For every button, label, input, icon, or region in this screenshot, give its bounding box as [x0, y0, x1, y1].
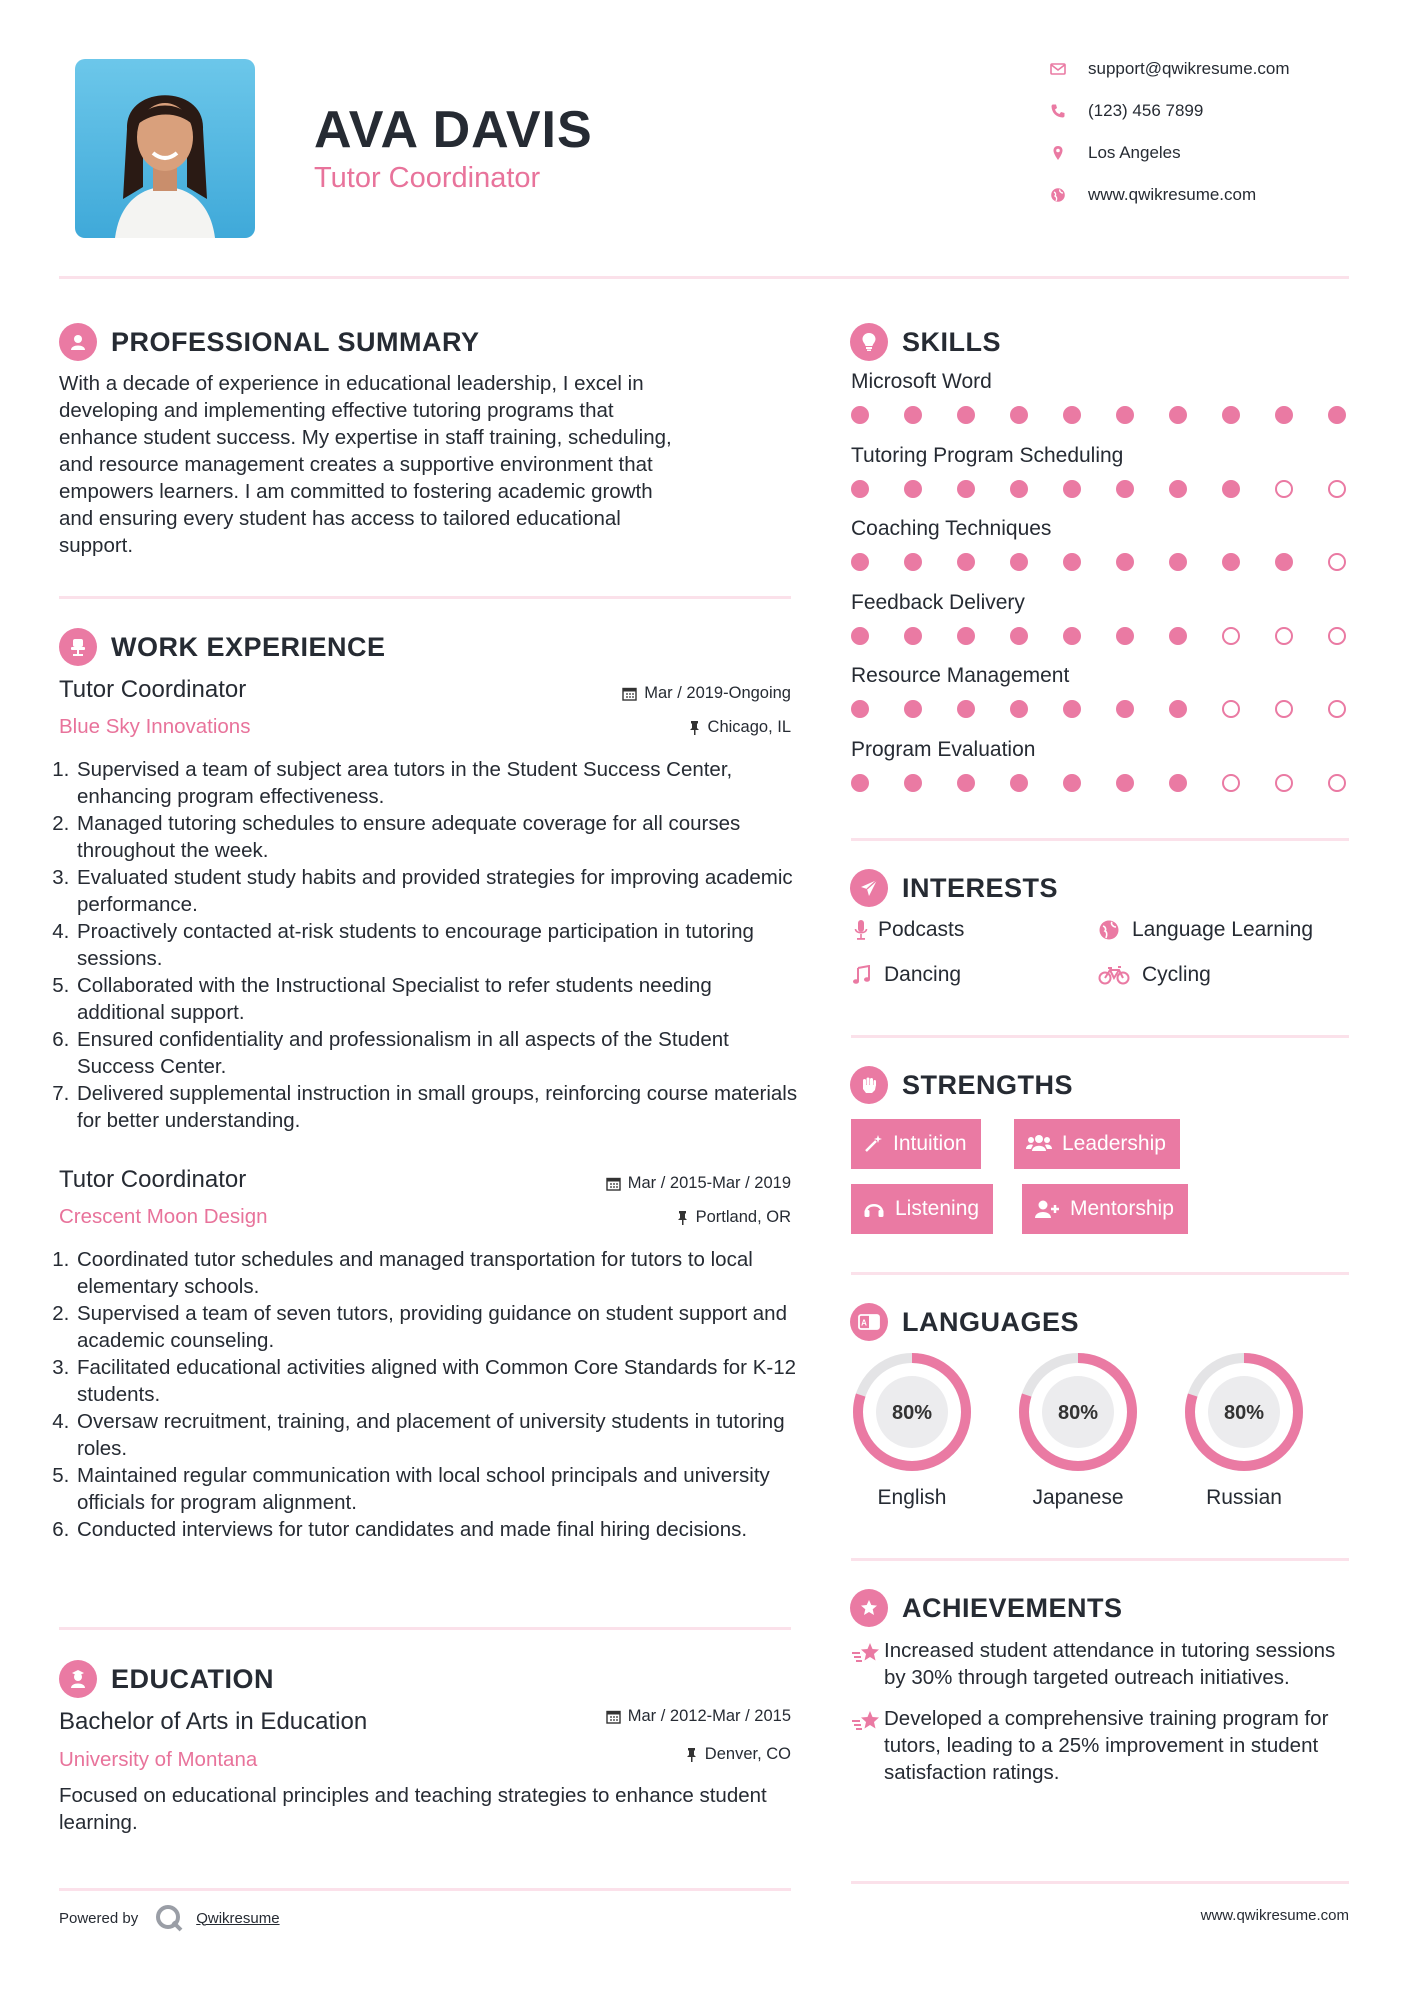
- language-item: [1182, 1350, 1322, 1510]
- profile-photo: [75, 59, 255, 238]
- rating-dot-empty: [1328, 774, 1346, 792]
- language-name: Russian: [1206, 1486, 1282, 1509]
- footer-powered: Powered by Qwikresume: [59, 1903, 280, 1933]
- calendar-icon: [622, 686, 637, 701]
- rating-dot-filled: [851, 627, 869, 645]
- section-experience-title: WORK EXPERIENCE: [59, 628, 386, 666]
- job-responsibilities: [55, 1246, 801, 1543]
- magic-wand-icon: [863, 1134, 883, 1154]
- section-divider: [59, 596, 791, 599]
- rating-dot-filled: [1063, 553, 1081, 571]
- language-gauge: [850, 1350, 974, 1474]
- rating-dot-filled: [957, 774, 975, 792]
- section-divider: [851, 1035, 1349, 1038]
- section-summary-title: PROFESSIONAL SUMMARY: [59, 323, 480, 361]
- section-skills-title: SKILLS: [850, 323, 1001, 361]
- rating-dot-filled: [957, 480, 975, 498]
- strength-chip: Intuition: [851, 1119, 981, 1169]
- skill-rating: [851, 480, 1346, 498]
- rating-dot-filled: [1063, 480, 1081, 498]
- rating-dot-filled: [1116, 406, 1134, 424]
- job-title: Tutor Coordinator: [59, 676, 247, 703]
- bicycle-icon: [1098, 965, 1130, 985]
- list-item: 6. Conducted interviews for tutor candidates and made final hiring decisions.: [75, 1516, 801, 1543]
- interest-cycling: Cycling: [1098, 963, 1211, 987]
- rating-dot-filled: [1169, 774, 1187, 792]
- shooting-star-icon: [850, 1705, 884, 1786]
- lightbulb-icon: [850, 323, 888, 361]
- interest-podcasts: Podcasts: [850, 918, 964, 942]
- footer-divider: [59, 1888, 791, 1891]
- rating-dot-filled: [904, 406, 922, 424]
- degree-title: Bachelor of Arts in Education: [59, 1708, 368, 1735]
- rating-dot-filled: [1116, 700, 1134, 718]
- section-languages-title: A LANGUAGES: [850, 1303, 1079, 1341]
- user-icon: [59, 323, 97, 361]
- strength-chip: Leadership: [1014, 1119, 1180, 1169]
- rating-dot-filled: [1169, 406, 1187, 424]
- rating-dot-filled: [1328, 406, 1346, 424]
- rating-dot-empty: [1328, 627, 1346, 645]
- shooting-star-icon: [850, 1637, 884, 1691]
- gauge-percent-label: 80%: [891, 1402, 933, 1424]
- list-item: 5. Maintained regular communication with local school principals and university officials for program alignment.: [75, 1462, 801, 1516]
- job-title: Tutor Coordinator: [59, 1166, 247, 1193]
- rating-dot-filled: [1010, 627, 1028, 645]
- rating-dot-empty: [1222, 774, 1240, 792]
- microphone-icon: [850, 919, 872, 941]
- pin-icon: [688, 720, 701, 735]
- list-item: 3. Evaluated student study habits and provided strategies for improving academic performance.: [75, 864, 801, 918]
- section-divider: [851, 1272, 1349, 1275]
- strength-chip: Listening: [851, 1184, 993, 1234]
- fist-icon: [850, 1066, 888, 1104]
- paper-plane-icon: [850, 869, 888, 907]
- rating-dot-empty: [1328, 480, 1346, 498]
- rating-dot-filled: [957, 406, 975, 424]
- contact-location: Los Angeles: [1050, 141, 1380, 165]
- qwikresume-logo-icon: [154, 1903, 184, 1933]
- phone-icon: [1050, 103, 1066, 119]
- rating-dot-filled: [1116, 627, 1134, 645]
- rating-dot-filled: [1275, 406, 1293, 424]
- rating-dot-filled: [1063, 700, 1081, 718]
- skill-item: [851, 370, 1351, 444]
- pin-icon: [676, 1210, 689, 1225]
- section-divider: [59, 1627, 791, 1630]
- rating-dot-filled: [1063, 774, 1081, 792]
- rating-dot-filled: [1222, 480, 1240, 498]
- interest-language-learning: Language Learning: [1098, 918, 1313, 942]
- job-location: Portland, OR: [500, 1208, 791, 1227]
- rating-dot-filled: [1169, 700, 1187, 718]
- section-strengths-title: STRENGTHS: [850, 1066, 1073, 1104]
- skill-name: Tutoring Program Scheduling: [851, 443, 1124, 467]
- job-date: Mar / 2019-Ongoing: [500, 684, 791, 703]
- globe-icon: [1050, 187, 1066, 203]
- skill-item: [851, 664, 1351, 738]
- contact-email[interactable]: support@qwikresume.com: [1050, 57, 1380, 81]
- rating-dot-filled: [957, 553, 975, 571]
- skill-name: Feedback Delivery: [851, 590, 1025, 614]
- skill-name: Resource Management: [851, 664, 1070, 687]
- rating-dot-empty: [1328, 700, 1346, 718]
- job-responsibilities: [55, 756, 801, 1134]
- header-divider: [59, 276, 1349, 279]
- user-plus-icon: [1034, 1199, 1060, 1219]
- rating-dot-filled: [1010, 406, 1028, 424]
- achievement-item: Developed a comprehensive training program for tutors, leading to a 25% improvement in student satisfaction ratings.: [850, 1705, 1350, 1786]
- skill-item: [851, 517, 1351, 591]
- chair-icon: [59, 628, 97, 666]
- rating-dot-empty: [1275, 627, 1293, 645]
- skill-item: [851, 591, 1351, 665]
- rating-dot-filled: [957, 700, 975, 718]
- rating-dot-filled: [904, 700, 922, 718]
- contact-phone[interactable]: (123) 456 7899: [1050, 99, 1380, 123]
- list-item: 3. Facilitated educational activities aligned with Common Core Standards for K-12 students.: [75, 1354, 801, 1408]
- achievements-list: [850, 1637, 1350, 1786]
- rating-dot-filled: [904, 480, 922, 498]
- email-icon: [1050, 61, 1066, 77]
- rating-dot-filled: [851, 480, 869, 498]
- list-item: 6. Ensured confidentiality and professionalism in all aspects of the Student Success Center.: [75, 1026, 801, 1080]
- rating-dot-filled: [1116, 553, 1134, 571]
- list-item: 4. Oversaw recruitment, training, and placement of university students in tutoring roles.: [75, 1408, 801, 1462]
- rating-dot-filled: [1010, 700, 1028, 718]
- rating-dot-filled: [1275, 553, 1293, 571]
- footer-website[interactable]: www.qwikresume.com: [1200, 1907, 1349, 1924]
- skill-rating: [851, 406, 1346, 424]
- rating-dot-filled: [1063, 627, 1081, 645]
- rating-dot-filled: [1063, 406, 1081, 424]
- rating-dot-empty: [1222, 627, 1240, 645]
- education-location: Denver, CO: [500, 1745, 791, 1764]
- rating-dot-empty: [1275, 774, 1293, 792]
- rating-dot-filled: [1169, 480, 1187, 498]
- language-icon: [850, 1303, 888, 1341]
- language-name: Japanese: [1032, 1486, 1124, 1509]
- section-divider: [851, 1558, 1349, 1561]
- skill-item: [851, 444, 1351, 518]
- skill-rating: [851, 627, 1346, 645]
- calendar-icon: [606, 1176, 621, 1191]
- skills-list: [851, 370, 1351, 811]
- section-achievements-title: ACHIEVEMENTS: [850, 1589, 1123, 1627]
- gauge-percent-label: 80%: [1223, 1402, 1265, 1424]
- rating-dot-filled: [904, 553, 922, 571]
- rating-dot-filled: [1222, 406, 1240, 424]
- achievement-item: Increased student attendance in tutoring sessions by 30% through targeted outreach initiatives.: [850, 1637, 1350, 1691]
- skill-rating: [851, 774, 1346, 792]
- headphones-icon: [863, 1199, 885, 1219]
- candidate-name: AVA DAVIS: [314, 101, 593, 159]
- rating-dot-filled: [851, 406, 869, 424]
- section-interests-title: INTERESTS: [850, 869, 1058, 907]
- job-location: Chicago, IL: [500, 718, 791, 737]
- rating-dot-empty: [1222, 700, 1240, 718]
- rating-dot-filled: [851, 553, 869, 571]
- rating-dot-filled: [957, 627, 975, 645]
- list-item: 2. Managed tutoring schedules to ensure adequate coverage for all courses throughout the week.: [75, 810, 801, 864]
- section-divider: [851, 838, 1349, 841]
- language-gauge: [1016, 1350, 1140, 1474]
- skill-name: Program Evaluation: [851, 737, 1036, 761]
- svg-text:A: A: [861, 1318, 867, 1328]
- language-gauge: [1182, 1350, 1306, 1474]
- school-name: University of Montana: [59, 1748, 258, 1771]
- music-note-icon: [850, 965, 872, 985]
- list-item: 2. Supervised a team of seven tutors, providing guidance on student support and academic counseling.: [75, 1300, 801, 1354]
- rating-dot-filled: [904, 774, 922, 792]
- rating-dot-filled: [1222, 553, 1240, 571]
- section-divider: [851, 1881, 1349, 1884]
- calendar-icon: [606, 1709, 621, 1724]
- summary-text: With a decade of experience in educational leadership, I excel in developing and implementing effective tutoring programs that enhance student success. My expertise in staff training, scheduling, and resource management creates a supportive environment that empowers learners. I am committed to fostering academic growth and ensuring every student has access to tailored educational support.: [59, 372, 672, 557]
- skill-name: Microsoft Word: [851, 370, 992, 393]
- language-name: English: [877, 1486, 947, 1509]
- rating-dot-filled: [904, 627, 922, 645]
- section-education-title: EDUCATION: [59, 1660, 274, 1698]
- education-description: Focused on educational principles and teaching strategies to enhance student learning.: [59, 1784, 767, 1834]
- rating-dot-filled: [1116, 480, 1134, 498]
- list-item: 4. Proactively contacted at-risk students to encourage participation in tutoring sessions.: [75, 918, 801, 972]
- qwikresume-link[interactable]: Qwikresume: [196, 1909, 280, 1927]
- rating-dot-filled: [1010, 553, 1028, 571]
- rating-dot-filled: [851, 774, 869, 792]
- job-company: Crescent Moon Design: [59, 1205, 268, 1228]
- skill-rating: [851, 700, 1346, 718]
- rating-dot-filled: [1010, 774, 1028, 792]
- graduate-icon: [59, 1660, 97, 1698]
- contact-website[interactable]: www.qwikresume.com: [1050, 183, 1380, 207]
- rating-dot-filled: [851, 700, 869, 718]
- list-item: 1. Supervised a team of subject area tutors in the Student Success Center, enhancing program effectiveness.: [75, 756, 801, 810]
- job-date: Mar / 2015-Mar / 2019: [500, 1174, 791, 1193]
- pin-icon: [685, 1747, 698, 1762]
- rating-dot-filled: [1116, 774, 1134, 792]
- rating-dot-filled: [1010, 480, 1028, 498]
- job-company: Blue Sky Innovations: [59, 715, 251, 738]
- location-icon: [1050, 145, 1066, 161]
- skill-rating: [851, 553, 1346, 571]
- skill-name: Coaching Techniques: [851, 517, 1052, 540]
- globe-icon: [1098, 919, 1120, 941]
- rating-dot-empty: [1328, 553, 1346, 571]
- list-item: 5. Collaborated with the Instructional Specialist to refer students needing additional support.: [75, 972, 801, 1026]
- education-date: Mar / 2012-Mar / 2015: [500, 1707, 791, 1726]
- candidate-title: Tutor Coordinator: [314, 162, 541, 194]
- rating-dot-empty: [1275, 700, 1293, 718]
- strength-chip: Mentorship: [1022, 1184, 1188, 1234]
- users-icon: [1026, 1134, 1052, 1154]
- rating-dot-empty: [1275, 480, 1293, 498]
- gauge-percent-label: 80%: [1057, 1402, 1099, 1424]
- language-item: [1016, 1350, 1156, 1510]
- interest-dancing: Dancing: [850, 963, 961, 987]
- rating-dot-filled: [1169, 627, 1187, 645]
- star-badge-icon: [850, 1589, 888, 1627]
- language-item: [850, 1350, 990, 1510]
- list-item: 7. Delivered supplemental instruction in small groups, reinforcing course materials for better understanding.: [75, 1080, 801, 1134]
- list-item: 1. Coordinated tutor schedules and managed transportation for tutors to local elementary schools.: [75, 1246, 801, 1300]
- skill-item: [851, 738, 1351, 812]
- rating-dot-filled: [1169, 553, 1187, 571]
